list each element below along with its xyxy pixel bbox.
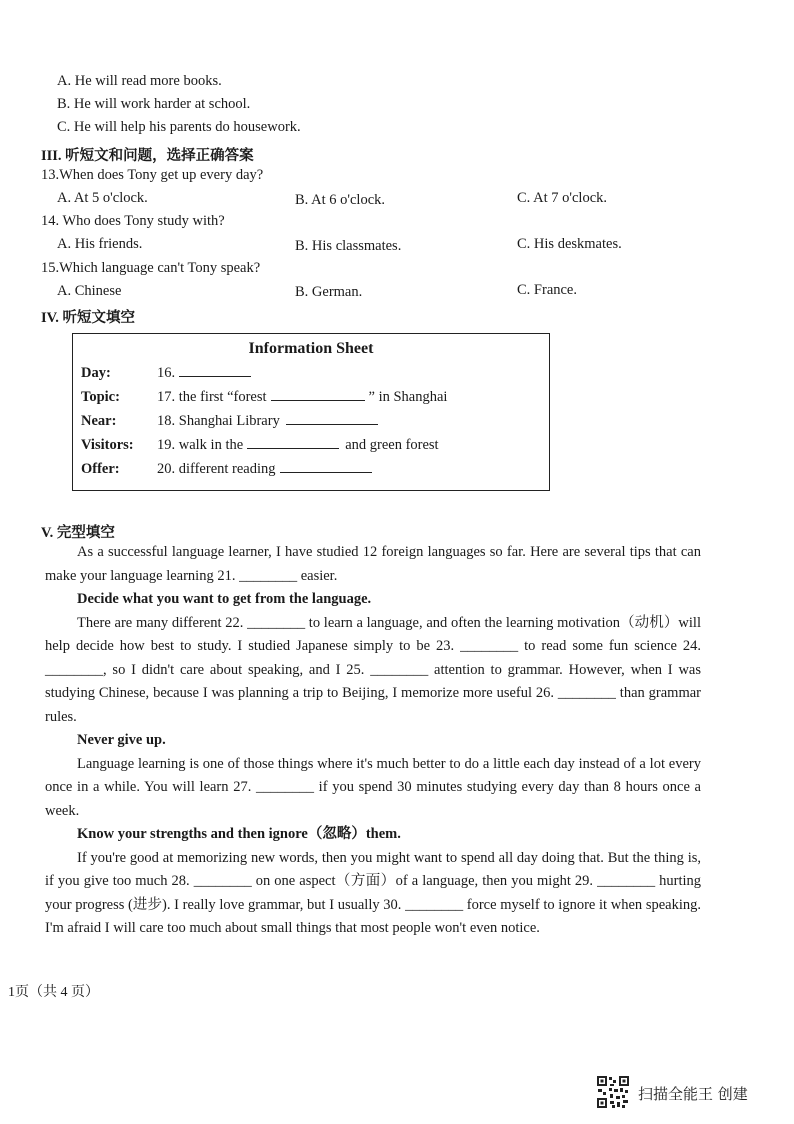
blank-18[interactable] (286, 412, 378, 425)
qr-code-icon (596, 1075, 630, 1109)
cloze-paragraph-4: If you're good at memorizing new words, then you might want to spend all day doing that. But the thing is, if you give too much 28. ________ on one aspect（方面）of a language, then you might 29. ________ hurting your progress (进步). I really love grammar, but I usually 30. ________ force myself to ignore it when speaking. I'm afraid I will care too much about small things that most people won't even notice. (45, 849, 701, 936)
q14-option-a: A. His friends. (57, 236, 143, 252)
info-row-near: Near: 18. Shanghai Library (81, 412, 378, 430)
question-13: 13.When does Tony get up every day? (41, 167, 264, 183)
cloze-subheading-1: Decide what you want to get from the language. (77, 591, 372, 607)
cloze-passage (45, 541, 701, 941)
blank-16[interactable] (179, 364, 251, 377)
section-4-heading: IV. 听短文填空 (41, 310, 135, 326)
info-row-day: Day: 16. (81, 364, 251, 382)
blank-19[interactable] (247, 436, 339, 449)
blank-20[interactable] (280, 460, 372, 473)
q13-option-b: B. At 6 o'clock. (295, 192, 386, 208)
info-row-offer: Offer: 20. different reading (81, 460, 372, 478)
cloze-paragraph-3: Language learning is one of those things where it's much better to do a little each day instead of a lot every once in a while. You will learn 27. ________ if you spend 30 minutes studying every day than 8 hours once a week. (45, 755, 701, 819)
information-sheet (72, 333, 550, 491)
option-b: B. He will work harder at school. (57, 96, 251, 112)
cloze-subheading-2: Never give up. (77, 732, 166, 748)
section-5-heading: V. 完型填空 (41, 525, 115, 541)
q13-option-a: A. At 5 o'clock. (57, 190, 148, 206)
cloze-subheading-3: Know your strengths and then ignore（忽略）them. (77, 826, 401, 842)
option-a: A. He will read more books. (57, 73, 222, 89)
q13-option-c: C. At 7 o'clock. (517, 190, 608, 206)
info-row-visitors: Visitors: 19. walk in the and green forest (81, 437, 439, 453)
scanner-watermark: 扫描全能王 创建 (638, 1085, 748, 1103)
info-row-topic: Topic: 17. the first “forest ” in Shanghai (81, 389, 448, 405)
q14-option-c: C. His deskmates. (517, 236, 622, 252)
page-number: 1页（共 4 页） (8, 985, 99, 1000)
cloze-paragraph-1: As a successful language learner, I have studied 12 foreign languages so far. Here are several tips that can make your language learning 21. ________ easier. (45, 544, 701, 584)
information-sheet-title: Information Sheet (248, 340, 374, 357)
q15-option-c: C. France. (517, 282, 577, 298)
q15-option-a: A. Chinese (57, 283, 122, 299)
question-15: 15.Which language can't Tony speak? (41, 260, 261, 276)
question-14: 14. Who does Tony study with? (41, 213, 225, 229)
section-3-heading: III. 听短文和问题，选择正确答案 (41, 148, 254, 164)
option-c: C. He will help his parents do housework. (57, 119, 301, 135)
cloze-paragraph-2: There are many different 22. ________ to learn a language, and often the learning motivation（动机）will help decide how best to study. I studied Japanese simply to be 23. ________ to read some fun science 24. ________, so I didn't care about speaking, and I 25. ________ attention to grammar. However, when I was studying Chinese, because I was planning a trip to Beijing, I memorize more useful 26. ________ than grammar rules. (45, 614, 701, 725)
blank-17[interactable] (271, 388, 365, 401)
q14-option-b: B. His classmates. (295, 238, 402, 254)
q15-option-b: B. German. (295, 284, 363, 300)
